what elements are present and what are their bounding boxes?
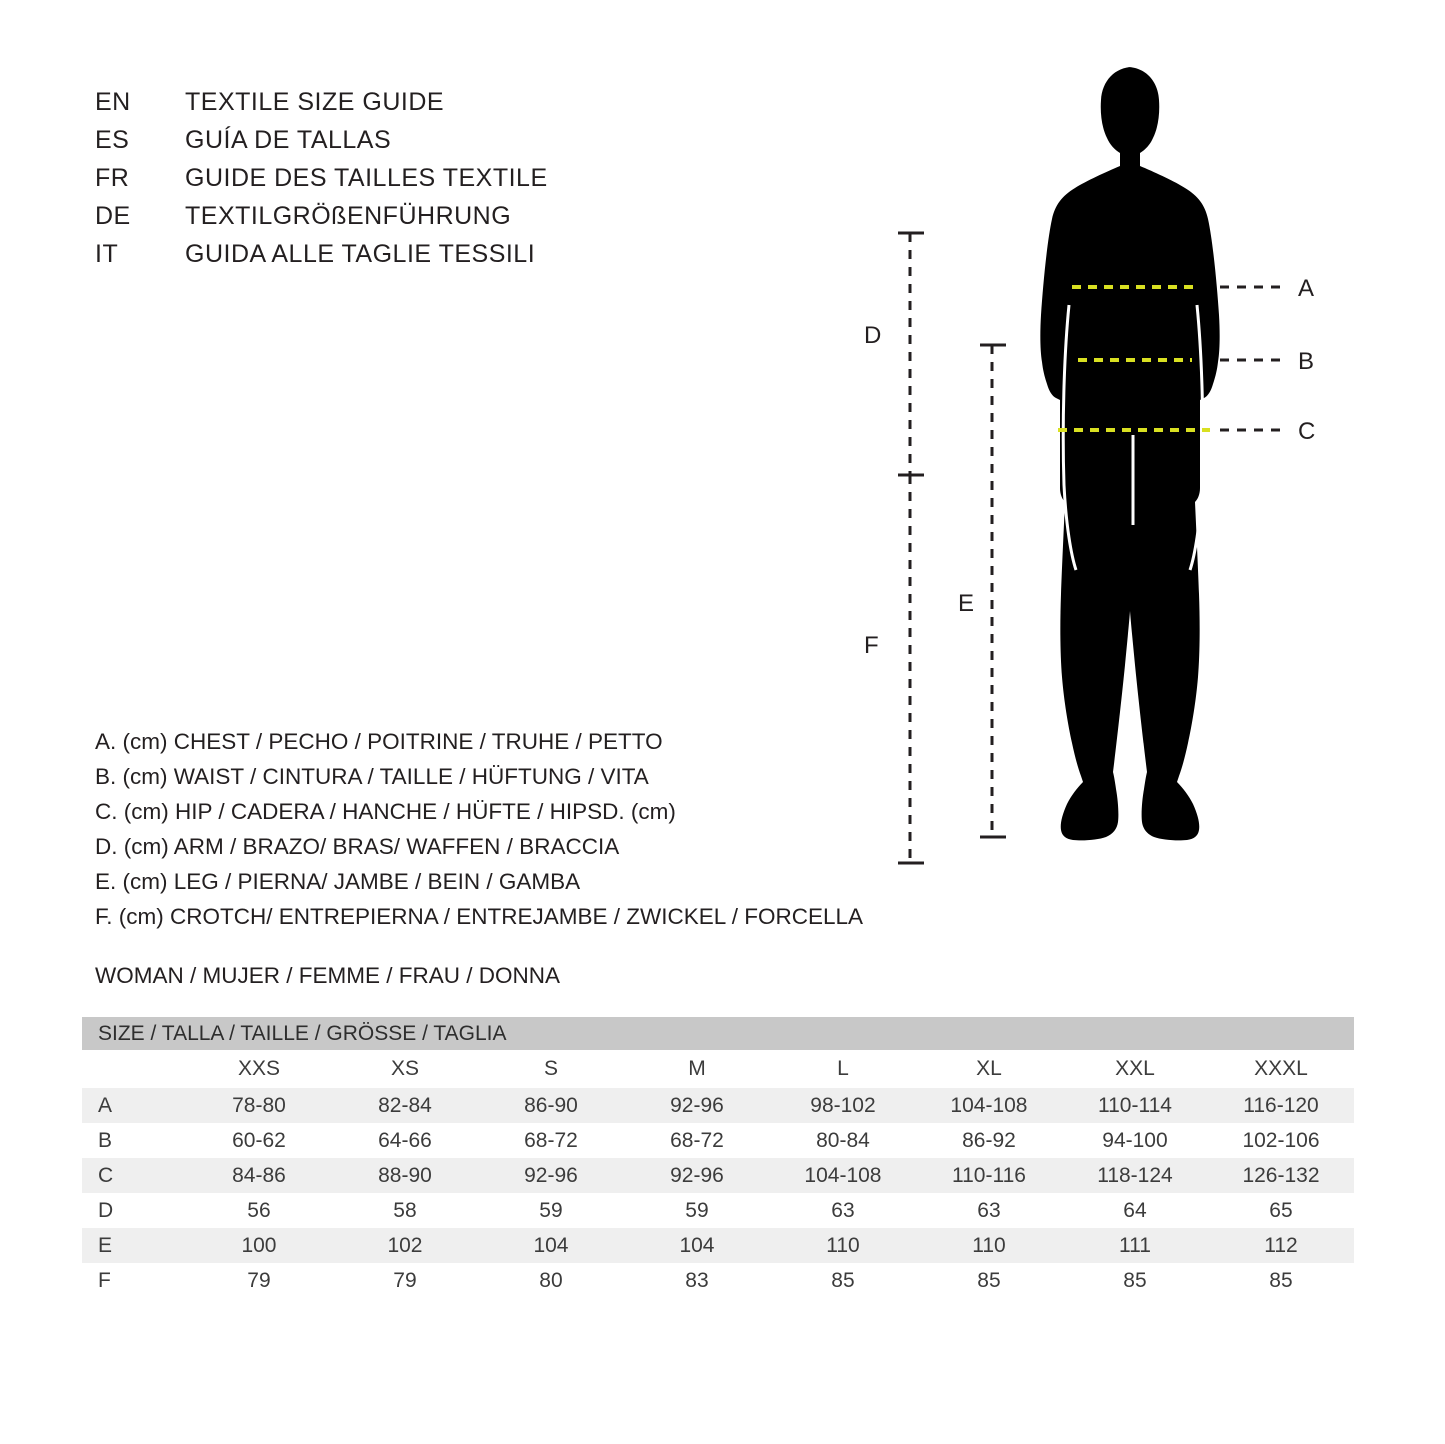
cell-f-l: 85 [770, 1263, 916, 1298]
marker-D: D [864, 322, 882, 349]
legend-line-d: D. (cm) ARM / BRAZO/ BRAS/ WAFFEN / BRACCIA [95, 834, 620, 859]
title-lang-en: EN [95, 88, 131, 116]
title-row [95, 126, 715, 164]
table-band-header: SIZE / TALLA / TAILLE / GRÖSSE / TAGLIA [82, 1017, 1354, 1050]
cell-e-l: 110 [770, 1228, 916, 1263]
cell-f-m: 83 [624, 1263, 770, 1298]
title-block [95, 88, 715, 278]
row-label-e: E [82, 1228, 186, 1263]
title-lang-de: DE [95, 202, 131, 230]
header-corner [82, 1050, 186, 1088]
table-band-header-row [82, 1017, 1354, 1050]
row-label-c: C [82, 1158, 186, 1193]
cell-e-xxs: 100 [186, 1228, 332, 1263]
column-header-xs: XS [332, 1050, 478, 1088]
legend-line-a: A. (cm) CHEST / PECHO / POITRINE / TRUHE / PETTO [95, 729, 663, 754]
table-row [82, 1123, 1354, 1158]
cell-f-s: 80 [478, 1263, 624, 1298]
column-header-xxl: XXL [1062, 1050, 1208, 1088]
cell-e-xxl: 111 [1062, 1228, 1208, 1263]
cell-d-l: 63 [770, 1193, 916, 1228]
legend-block [95, 724, 915, 934]
cell-b-s: 68-72 [478, 1123, 624, 1158]
title-text-fr: GUIDE DES TAILLES TEXTILE [185, 164, 548, 192]
column-header-m: M [624, 1050, 770, 1088]
title-lang-it: IT [95, 240, 119, 268]
cell-c-l: 104-108 [770, 1158, 916, 1193]
cell-e-s: 104 [478, 1228, 624, 1263]
bracket-E [980, 345, 1006, 837]
row-label-d: D [82, 1193, 186, 1228]
cell-d-m: 59 [624, 1193, 770, 1228]
cell-e-xs: 102 [332, 1228, 478, 1263]
title-lang-es: ES [95, 126, 130, 154]
title-lang-fr: FR [95, 164, 130, 192]
cell-e-xl: 110 [916, 1228, 1062, 1263]
measure-callouts [1220, 287, 1288, 430]
table-header-row [82, 1050, 1354, 1088]
marker-A: A [1298, 275, 1315, 302]
measurement-figure [840, 55, 1380, 905]
column-header-xxxl: XXXL [1208, 1050, 1354, 1088]
column-header-s: S [478, 1050, 624, 1088]
cell-a-xxl: 110-114 [1062, 1088, 1208, 1123]
row-label-b: B [82, 1123, 186, 1158]
cell-c-xxxl: 126-132 [1208, 1158, 1354, 1193]
title-text-en: TEXTILE SIZE GUIDE [185, 88, 445, 116]
cell-f-xxxl: 85 [1208, 1263, 1354, 1298]
cell-a-xxs: 78-80 [186, 1088, 332, 1123]
cell-c-xxs: 84-86 [186, 1158, 332, 1193]
cell-c-s: 92-96 [478, 1158, 624, 1193]
column-header-xl: XL [916, 1050, 1062, 1088]
table-row [82, 1193, 1354, 1228]
legend-line-e: E. (cm) LEG / PIERNA/ JAMBE / BEIN / GAMBA [95, 869, 581, 894]
cell-e-m: 104 [624, 1228, 770, 1263]
marker-B: B [1298, 348, 1315, 375]
cell-f-xxl: 85 [1062, 1263, 1208, 1298]
cell-f-xxs: 79 [186, 1263, 332, 1298]
cell-b-xxl: 94-100 [1062, 1123, 1208, 1158]
cell-a-xs: 82-84 [332, 1088, 478, 1123]
column-header-xxs: XXS [186, 1050, 332, 1088]
cell-a-xxxl: 116-120 [1208, 1088, 1354, 1123]
cell-b-xs: 64-66 [332, 1123, 478, 1158]
title-row [95, 202, 715, 240]
cell-b-l: 80-84 [770, 1123, 916, 1158]
row-label-a: A [82, 1088, 186, 1123]
table-row [82, 1158, 1354, 1193]
cell-b-xxxl: 102-106 [1208, 1123, 1354, 1158]
cell-b-xl: 86-92 [916, 1123, 1062, 1158]
cell-a-l: 98-102 [770, 1088, 916, 1123]
table-row [82, 1263, 1354, 1298]
title-row [95, 164, 715, 202]
legend-line-c: C. (cm) HIP / CADERA / HANCHE / HÜFTE / HIPSD. (cm) [95, 799, 676, 824]
row-label-f: F [82, 1263, 186, 1298]
cell-f-xl: 85 [916, 1263, 1062, 1298]
woman-silhouette [1040, 67, 1219, 840]
cell-d-xs: 58 [332, 1193, 478, 1228]
cell-b-xxs: 60-62 [186, 1123, 332, 1158]
cell-c-xs: 88-90 [332, 1158, 478, 1193]
table-row [82, 1228, 1354, 1263]
column-header-l: L [770, 1050, 916, 1088]
legend-line-b: B. (cm) WAIST / CINTURA / TAILLE / HÜFTUNG / VITA [95, 764, 649, 789]
cell-e-xxxl: 112 [1208, 1228, 1354, 1263]
cell-a-xl: 104-108 [916, 1088, 1062, 1123]
cell-d-xl: 63 [916, 1193, 1062, 1228]
cell-d-xxl: 64 [1062, 1193, 1208, 1228]
size-table [82, 1017, 1354, 1298]
cell-a-s: 86-90 [478, 1088, 624, 1123]
cell-d-s: 59 [478, 1193, 624, 1228]
marker-C: C [1298, 418, 1316, 445]
cell-c-xxl: 118-124 [1062, 1158, 1208, 1193]
title-text-es: GUÍA DE TALLAS [185, 126, 392, 154]
table-row [82, 1088, 1354, 1123]
cell-d-xxs: 56 [186, 1193, 332, 1228]
title-row [95, 240, 715, 278]
bracket-D [898, 233, 924, 475]
title-row [95, 88, 715, 126]
cell-c-m: 92-96 [624, 1158, 770, 1193]
cell-d-xxxl: 65 [1208, 1193, 1354, 1228]
cell-f-xs: 79 [332, 1263, 478, 1298]
cell-b-m: 68-72 [624, 1123, 770, 1158]
title-text-it: GUIDA ALLE TAGLIE TESSILI [185, 240, 536, 268]
title-text-de: TEXTILGRÖßENFÜHRUNG [185, 202, 512, 230]
cell-a-m: 92-96 [624, 1088, 770, 1123]
cell-c-xl: 110-116 [916, 1158, 1062, 1193]
legend-line-f: F. (cm) CROTCH/ ENTREPIERNA / ENTREJAMBE / ZWICKEL / FORCELLA [95, 904, 863, 929]
marker-F: F [864, 632, 879, 659]
marker-E: E [958, 590, 975, 617]
gender-label: WOMAN / MUJER / FEMME / FRAU / DONNA [95, 963, 560, 988]
